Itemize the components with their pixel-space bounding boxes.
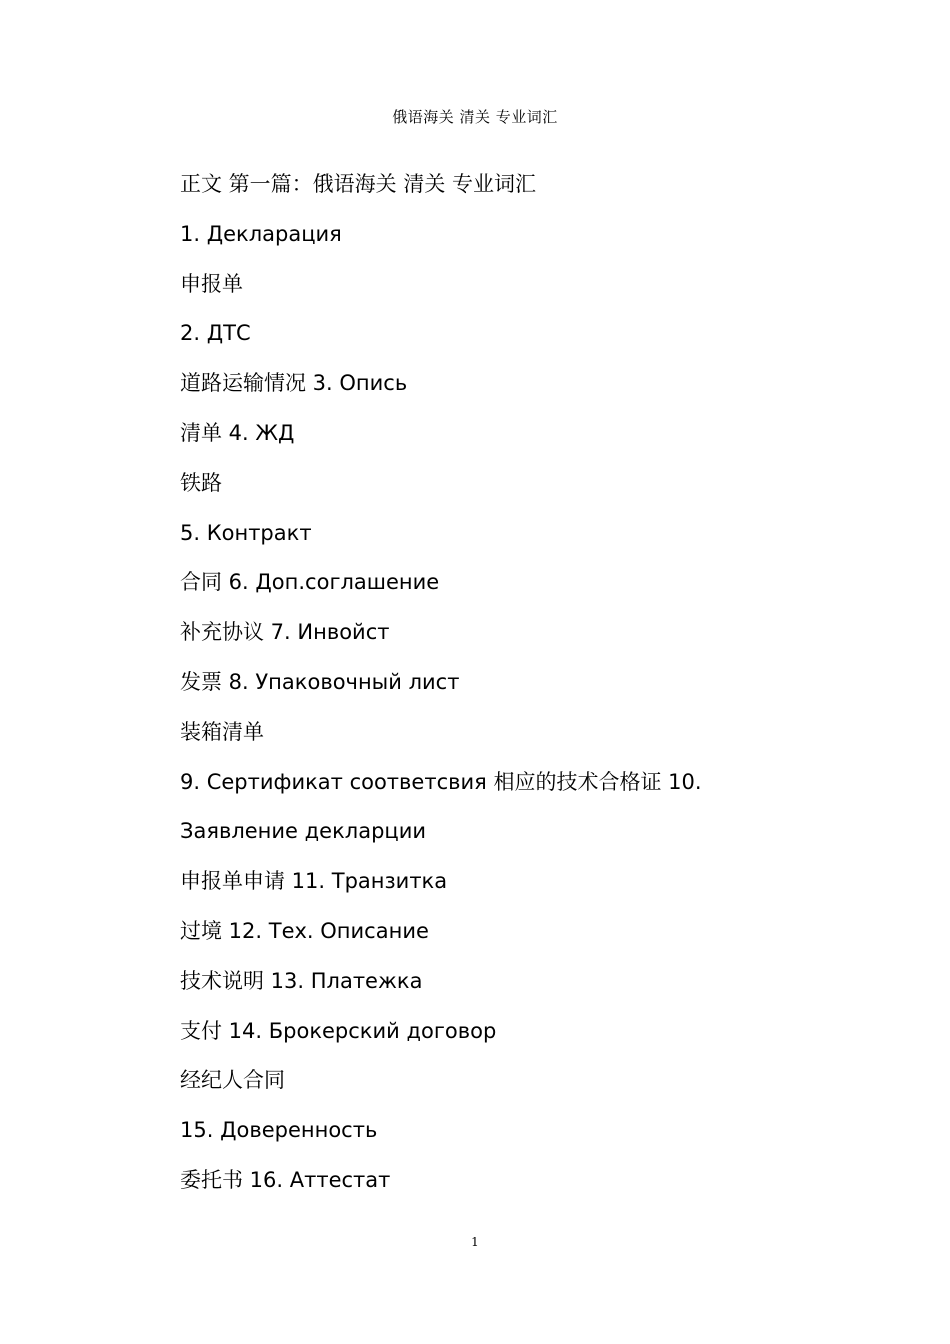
body-line: 道路运输情况 3. Опись — [180, 371, 408, 396]
body-line: 1. Декларация — [180, 221, 342, 246]
body-line: 过境 12. Тех. Описание — [180, 918, 429, 943]
body-line: 技术说明 13. Платежка — [180, 968, 423, 993]
body-line: 发票 8. Упаковочный лист — [180, 669, 460, 694]
body-line: 清单 4. ЖД — [180, 420, 295, 445]
body-line: 铁路 — [180, 470, 222, 495]
body-line: 支付 14. Брокерский договор — [180, 1018, 497, 1043]
body-line: 9. Сертификат соответсвия 相应的技术合格证 10. — [180, 769, 702, 794]
document-body — [180, 168, 780, 1214]
body-line: 合同 6. Доп.соглашение — [180, 570, 440, 595]
body-line: 委托书 16. Аттестат — [180, 1167, 391, 1192]
body-line: 2. ДТС — [180, 321, 251, 346]
page-header: 俄语海关 清关 专业词汇 — [392, 108, 558, 126]
body-line: 经纪人合同 — [180, 1068, 285, 1093]
body-line: 申报单申请 11. Транзитка — [180, 869, 448, 894]
body-line: Заявление декларции — [180, 819, 426, 844]
body-line: 申报单 — [180, 271, 243, 296]
body-line: 5. Контракт — [180, 520, 312, 545]
page-number: 1 — [471, 1235, 479, 1249]
body-line: 补充协议 7. Инвойст — [180, 620, 390, 645]
body-line: 装箱清单 — [180, 719, 264, 744]
document-heading: 正文 第一篇：俄语海关 清关 专业词汇 — [180, 172, 537, 196]
body-line: 15. Доверенность — [180, 1118, 378, 1143]
